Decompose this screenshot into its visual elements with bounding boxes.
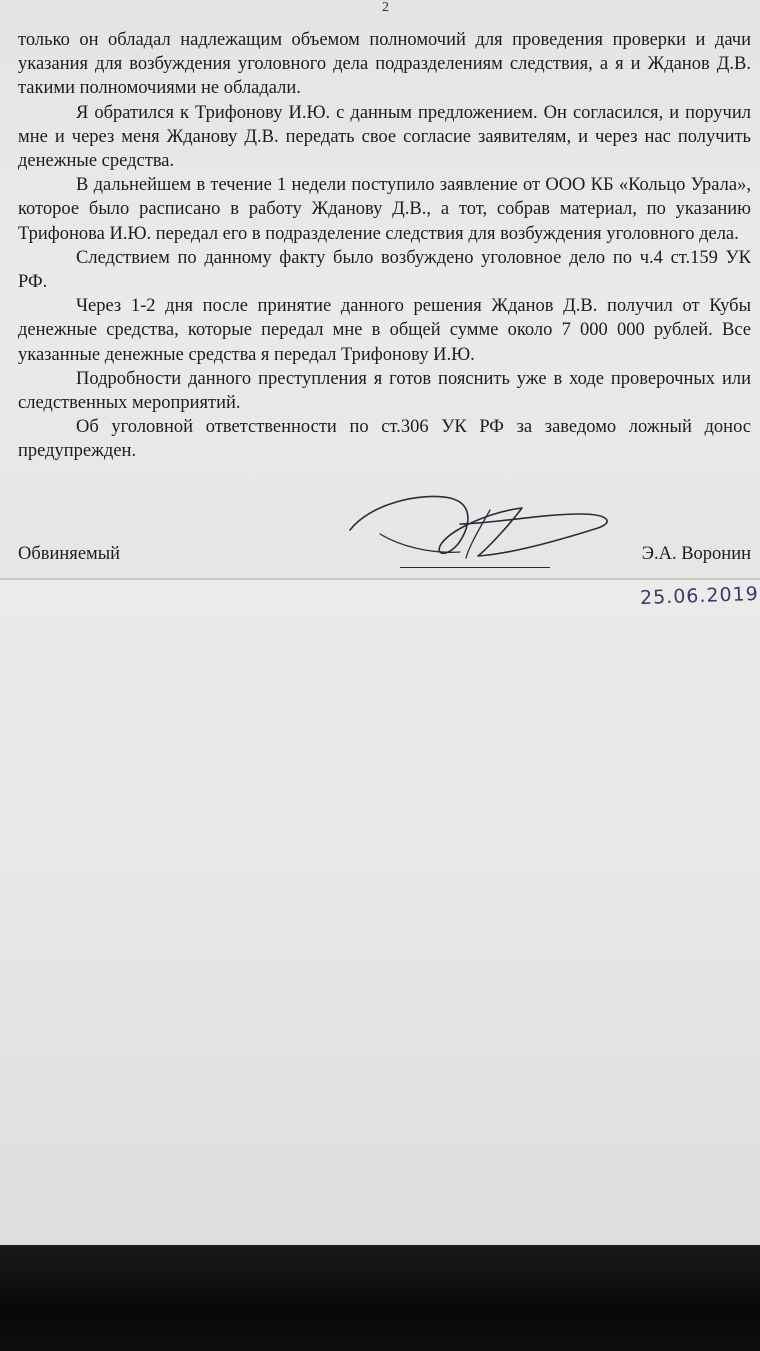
paragraph: Об уголовной ответственности по ст.306 УК РФ за заведомо ложный донос предупрежден.	[18, 417, 751, 462]
page-number: 2	[382, 0, 389, 15]
signature-line	[400, 567, 550, 568]
paragraph: Через 1-2 дня после принятие данного решения Жданов Д.В. получил от Кубы денежные средства, которые передал мне в общей сумме около 7 000 000 рублей. Все указанные денежные средства я передал Трифонову И.Ю.	[18, 296, 751, 365]
paragraph: Я обратился к Трифонову И.Ю. с данным предложением. Он согласился, и поручил мне и через меня Жданову Д.В. передать свое согласие заявителям, и через нас получить денежные средства.	[18, 102, 751, 172]
table-surface	[0, 1245, 760, 1351]
signer-role: Обвиняемый	[18, 544, 121, 564]
signer-name: Э.А. Воронин	[641, 544, 751, 564]
testimony-text	[18, 28, 751, 464]
paragraph: Подробности данного преступления я готов пояснить уже в ходе проверочных или следственных мероприятий.	[18, 368, 751, 414]
paragraph: В дальнейшем в течение 1 недели поступило заявление от ООО КБ «Кольцо Урала», которое было расписано в работу Жданову Д.В., а тот, собрав материал, по указанию Трифонова И.Ю. передал его в подразделение следствия для возбуждения уголовного дела.	[18, 175, 751, 244]
paragraph: Следствием по данному факту было возбуждено уголовное дело по ч.4 ст.159 УК РФ.	[18, 247, 751, 293]
handwritten-date: 25.06.2019	[639, 582, 760, 610]
paragraph: только он обладал надлежащим объемом полномочий для проведения проверки и дачи указания для возбуждения уголовного дела подразделениям следствия, а я и Жданов Д.В. такими полномочиями не обладали.	[18, 30, 751, 99]
signature-row	[18, 544, 751, 572]
page-fold	[0, 578, 760, 580]
